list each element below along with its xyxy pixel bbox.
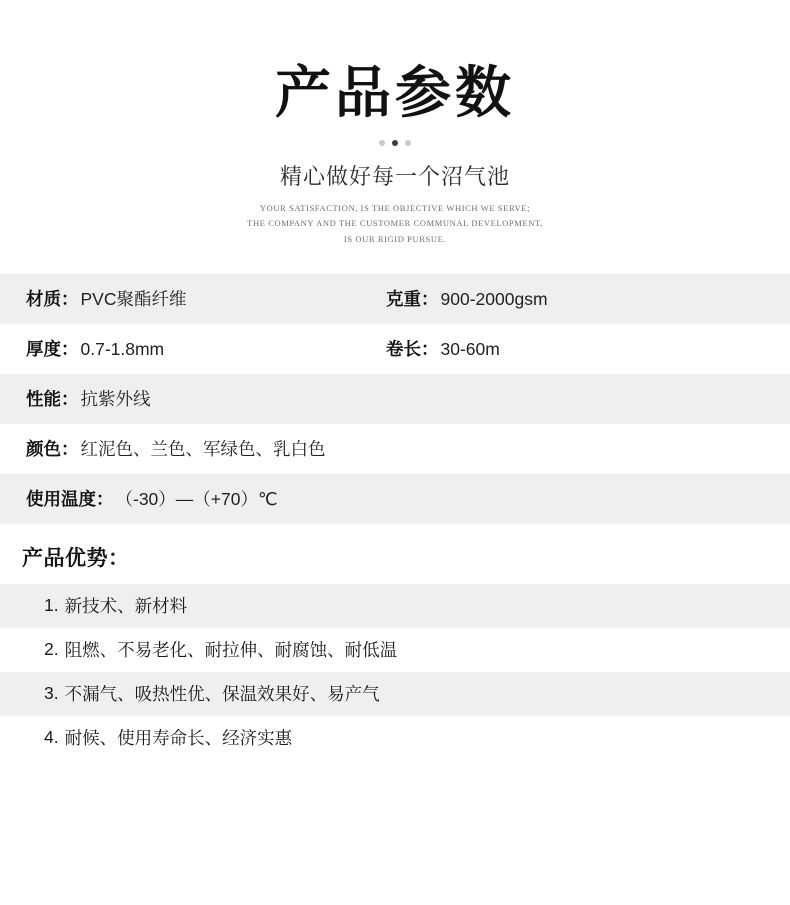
carousel-dot-3[interactable] — [405, 140, 411, 146]
spec-value: 30-60m — [440, 339, 500, 360]
spec-cell-thickness — [26, 336, 386, 361]
list-item-number: 3. — [44, 683, 59, 704]
spec-cell-roll-length — [386, 336, 790, 361]
english-tagline — [180, 201, 610, 248]
spec-cell-material — [26, 286, 386, 311]
list-item-label: 新技术、新材料 — [64, 596, 188, 617]
table-row — [0, 274, 790, 324]
table-row — [0, 324, 790, 374]
spec-cell-color — [26, 436, 790, 461]
list-item — [0, 628, 790, 672]
list-item-number: 2. — [44, 639, 59, 660]
spec-label: 厚度： — [26, 339, 79, 360]
list-item-number: 1. — [44, 595, 59, 616]
list-item-label: 不漏气、吸热性优、保温效果好、易产气 — [64, 684, 380, 705]
list-item-label: 阻燃、不易老化、耐拉伸、耐腐蚀、耐低温 — [64, 640, 398, 661]
spec-label: 性能： — [26, 389, 79, 410]
list-item — [0, 716, 790, 760]
table-row — [0, 374, 790, 424]
spec-value: （-30）—（+70）℃ — [115, 489, 278, 510]
spec-label: 卷长： — [386, 339, 439, 360]
spec-value: 抗紫外线 — [80, 389, 151, 410]
spec-cell-weight — [386, 286, 790, 311]
carousel-dot-1[interactable] — [379, 140, 385, 146]
spec-value: 900-2000gsm — [440, 289, 548, 310]
page-header — [0, 0, 790, 248]
list-item — [0, 584, 790, 628]
spec-value: PVC聚酯纤维 — [80, 289, 187, 310]
page-title: 产品参数 — [275, 61, 515, 124]
spec-label: 克重： — [386, 289, 439, 310]
spec-table — [0, 274, 790, 524]
english-tagline-line-1: YOUR SATISFACTION, IS THE OBJECTIVE WHICH WE SERVE; — [259, 202, 531, 213]
list-item — [0, 672, 790, 716]
english-tagline-line-2: THE COMPANY AND THE CUSTOMER COMMUNAL DEVELOPMENT, — [247, 218, 543, 229]
spec-value: 0.7-1.8mm — [80, 339, 165, 360]
spec-cell-temperature — [26, 486, 790, 511]
page-subtitle: 精心做好每一个沼气池 — [279, 163, 510, 189]
list-item-label: 耐候、使用寿命长、经济实惠 — [64, 728, 293, 749]
advantages-list — [0, 584, 790, 760]
table-row — [0, 474, 790, 524]
spec-label: 颜色： — [26, 439, 79, 460]
english-tagline-line-3: IS OUR RIGID PURSUE. — [343, 234, 447, 245]
list-item-number: 4. — [44, 727, 59, 748]
advantages-title: 产品优势： — [22, 546, 130, 570]
table-row — [0, 424, 790, 474]
spec-label: 使用温度： — [26, 489, 114, 510]
carousel-dots — [0, 138, 790, 148]
carousel-dot-2[interactable] — [392, 140, 398, 146]
spec-cell-performance — [26, 386, 790, 411]
spec-value: 红泥色、兰色、军绿色、乳白色 — [80, 439, 326, 460]
spec-label: 材质： — [26, 289, 79, 310]
